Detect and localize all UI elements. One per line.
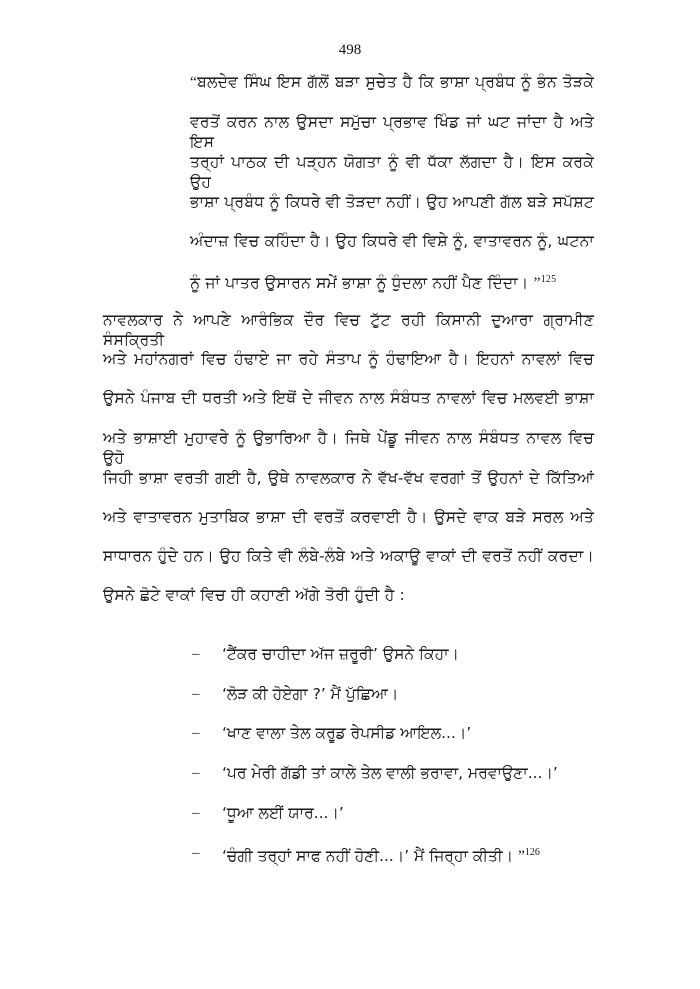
quote-line: ਅੰਦਾਜ਼ ਵਿਚ ਕਹਿੰਦਾ ਹੈ। ਉਹ ਕਿਧਰੇ ਵੀ ਵਿਸ਼ੇ ਨੂੰ, ਵਾਤਾਵਰਨ ਨੂੰ, ਘਟਨਾ (190, 232, 594, 250)
quote-line: ਤਰ੍ਹਾਂ ਪਾਠਕ ਦੀ ਪੜ੍ਹਨ ਯੋਗਤਾ ਨੂੰ ਵੀ ਧੱਕਾ ਲੱਗਦਾ ਹੈ। ਇਸ ਕਰਕੇ ਉਹ (190, 153, 594, 191)
quote-line: ਭਾਸ਼ਾ ਪ੍ਰਬੰਧ ਨੂੰ ਕਿਧਰੇ ਵੀ ਤੋੜਦਾ ਨਹੀਂ। ਉਹ ਆਪਣੀ ਗੱਲ ਬੜੇ ਸਪੱਸ਼ਟ (190, 193, 594, 211)
dialogue-text-last: ‘ਚੰਗੀ ਤਰ੍ਹਾਂ ਸਾਫ ਨਹੀਂ ਹੋਣੀ...।’ ਮੈਂ ਜਿਰ੍ਹਾ ਕੀਤੀ। ”$^{126}$ (222, 847, 540, 865)
paragraph-line: ਅਤੇ ਮਹਾਂਨਗਰਾਂ ਵਿਚ ਹੰਢਾਏ ਜਾ ਰਹੇ ਸੰਤਾਪ ਨੂੰ ਹੰਢਾਇਆ ਹੈ। ਇਹਨਾਂ ਨਾਵਲਾਂ ਵਿਚ (103, 350, 594, 368)
dialogue-text: ‘ਲੋੜ ਕੀ ਹੋਏਗਾ ?’ ਮੈਂ ਪੁੱਛਿਆ। (222, 685, 399, 703)
paragraph-line: ਜਿਹੀ ਭਾਸ਼ਾ ਵਰਤੀ ਗਈ ਹੈ, ਉਥੇ ਨਾਵਲਕਾਰ ਨੇ ਵੱਖ-ਵੱਖ ਵਰਗਾਂ ਤੋਂ ਉਹਨਾਂ ਦੇ ਕਿੱਤਿਆਂ (103, 469, 594, 487)
paragraph-line: ਉਸਨੇ ਪੰਜਾਬ ਦੀ ਧਰਤੀ ਅਤੇ ਇਥੋਂ ਦੇ ਜੀਵਨ ਨਾਲ ਸੰਬੰਧਤ ਨਾਵਲਾਂ ਵਿਚ ਮਲਵਈ ਭਾਸ਼ਾ (103, 389, 594, 407)
dialogue-text: ‘ਪਰ ਮੇਰੀ ਗੱਡੀ ਤਾਂ ਕਾਲੇ ਤੇਲ ਵਾਲੀ ਭਰਾਵਾ, ਮਰਵਾਉਣਾ...।’ (222, 764, 558, 782)
dialogue-text: ‘ਧੂਆ ਲਈਂ ਯਾਰ...।’ (222, 804, 344, 822)
paragraph-line-last: ਉਸਨੇ ਛੋਟੇ ਵਾਕਾਂ ਵਿਚ ਹੀ ਕਹਾਣੀ ਅੱਗੇ ਤੋਰੀ ਹੁੰਦੀ ਹੈ : (103, 586, 405, 604)
dash-bullet: – (192, 765, 200, 781)
footnote-ref: 125 (540, 274, 557, 285)
dash-bullet: – (192, 646, 200, 662)
dash-bullet: – (192, 805, 200, 821)
dash-bullet: – (192, 686, 200, 702)
dialogue-text: ‘ਖਾਣ ਵਾਲਾ ਤੇਲ ਕਰੂਡ ਰੇਪਸੀਡ ਆਇਲ...।’ (222, 724, 472, 742)
footnote-ref: 126 (524, 847, 540, 858)
dash-bullet: – (192, 725, 200, 741)
dialogue-text: ‘ਟੈਂਕਰ ਚਾਹੀਦਾ ਅੱਜ ਜ਼ਰੂਰੀ’ ਉਸਨੇ ਕਿਹਾ। (222, 645, 459, 663)
paragraph-line: ਸਾਧਾਰਨ ਹੁੰਦੇ ਹਨ। ਉਹ ਕਿਤੇ ਵੀ ਲੰਬੇ-ਲੰਬੇ ਅਤੇ ਅਕਾਊ ਵਾਕਾਂ ਦੀ ਵਰਤੋਂ ਨਹੀਂ ਕਰਦਾ। (103, 547, 594, 565)
page-number: 498 (338, 42, 362, 58)
paragraph-line: ਨਾਵਲਕਾਰ ਨੇ ਆਪਣੇ ਆਰੰਭਿਕ ਦੌਰ ਵਿਚ ਟੁੱਟ ਰਹੀ ਕਿਸਾਨੀ ਦੁਆਰਾ ਗ੍ਰਾਮੀਣ ਸੰਸਕ੍ਰਿਤੀ (103, 311, 594, 349)
quote-line: ਵਰਤੋਂ ਕਰਨ ਨਾਲ ਉਸਦਾ ਸਮੁੱਚਾ ਪ੍ਰਭਾਵ ਖਿੰਡ ਜਾਂ ਘਟ ਜਾਂਦਾ ਹੈ ਅਤੇ ਇਸ (190, 113, 594, 151)
open-quote-mark: “ (190, 74, 198, 91)
paragraph-line: ਅਤੇ ਵਾਤਾਵਰਨ ਮੁਤਾਬਿਕ ਭਾਸ਼ਾ ਦੀ ਵਰਤੋਂ ਕਰਵਾਈ ਹੈ। ਉਸਦੇ ਵਾਕ ਬੜੇ ਸਰਲ ਅਤੇ (103, 508, 594, 526)
dash-bullet: – (192, 845, 200, 861)
close-quote-mark: ” (533, 275, 541, 292)
close-quote-mark: ” (518, 848, 525, 865)
quote-line-last: ਨੂੰ ਜਾਂ ਪਾਤਰ ਉਸਾਰਨ ਸਮੇਂ ਭਾਸ਼ਾ ਨੂੰ ਧੁੰਦਲਾ ਨਹੀਂ ਪੈਣ ਦਿੰਦਾ। ”$^{125}$ (190, 274, 557, 292)
paragraph-line: ਅਤੇ ਭਾਸ਼ਾਈ ਮੁਹਾਵਰੇ ਨੂੰ ਉਭਾਰਿਆ ਹੈ। ਜਿਥੇ ਪੇਂਡੂ ਜੀਵਨ ਨਾਲ ਸੰਬੰਧਤ ਨਾਵਲ ਵਿਚ ਉਹੋ (103, 429, 594, 467)
quote-line: “ਬਲਦੇਵ ਸਿੰਘ ਇਸ ਗੱਲੋਂ ਬੜਾ ਸੁਚੇਤ ਹੈ ਕਿ ਭਾਸ਼ਾ ਪ੍ਰਬੰਧ ਨੂੰ ਭੰਨ ਤੋੜਕੇ (190, 73, 594, 91)
